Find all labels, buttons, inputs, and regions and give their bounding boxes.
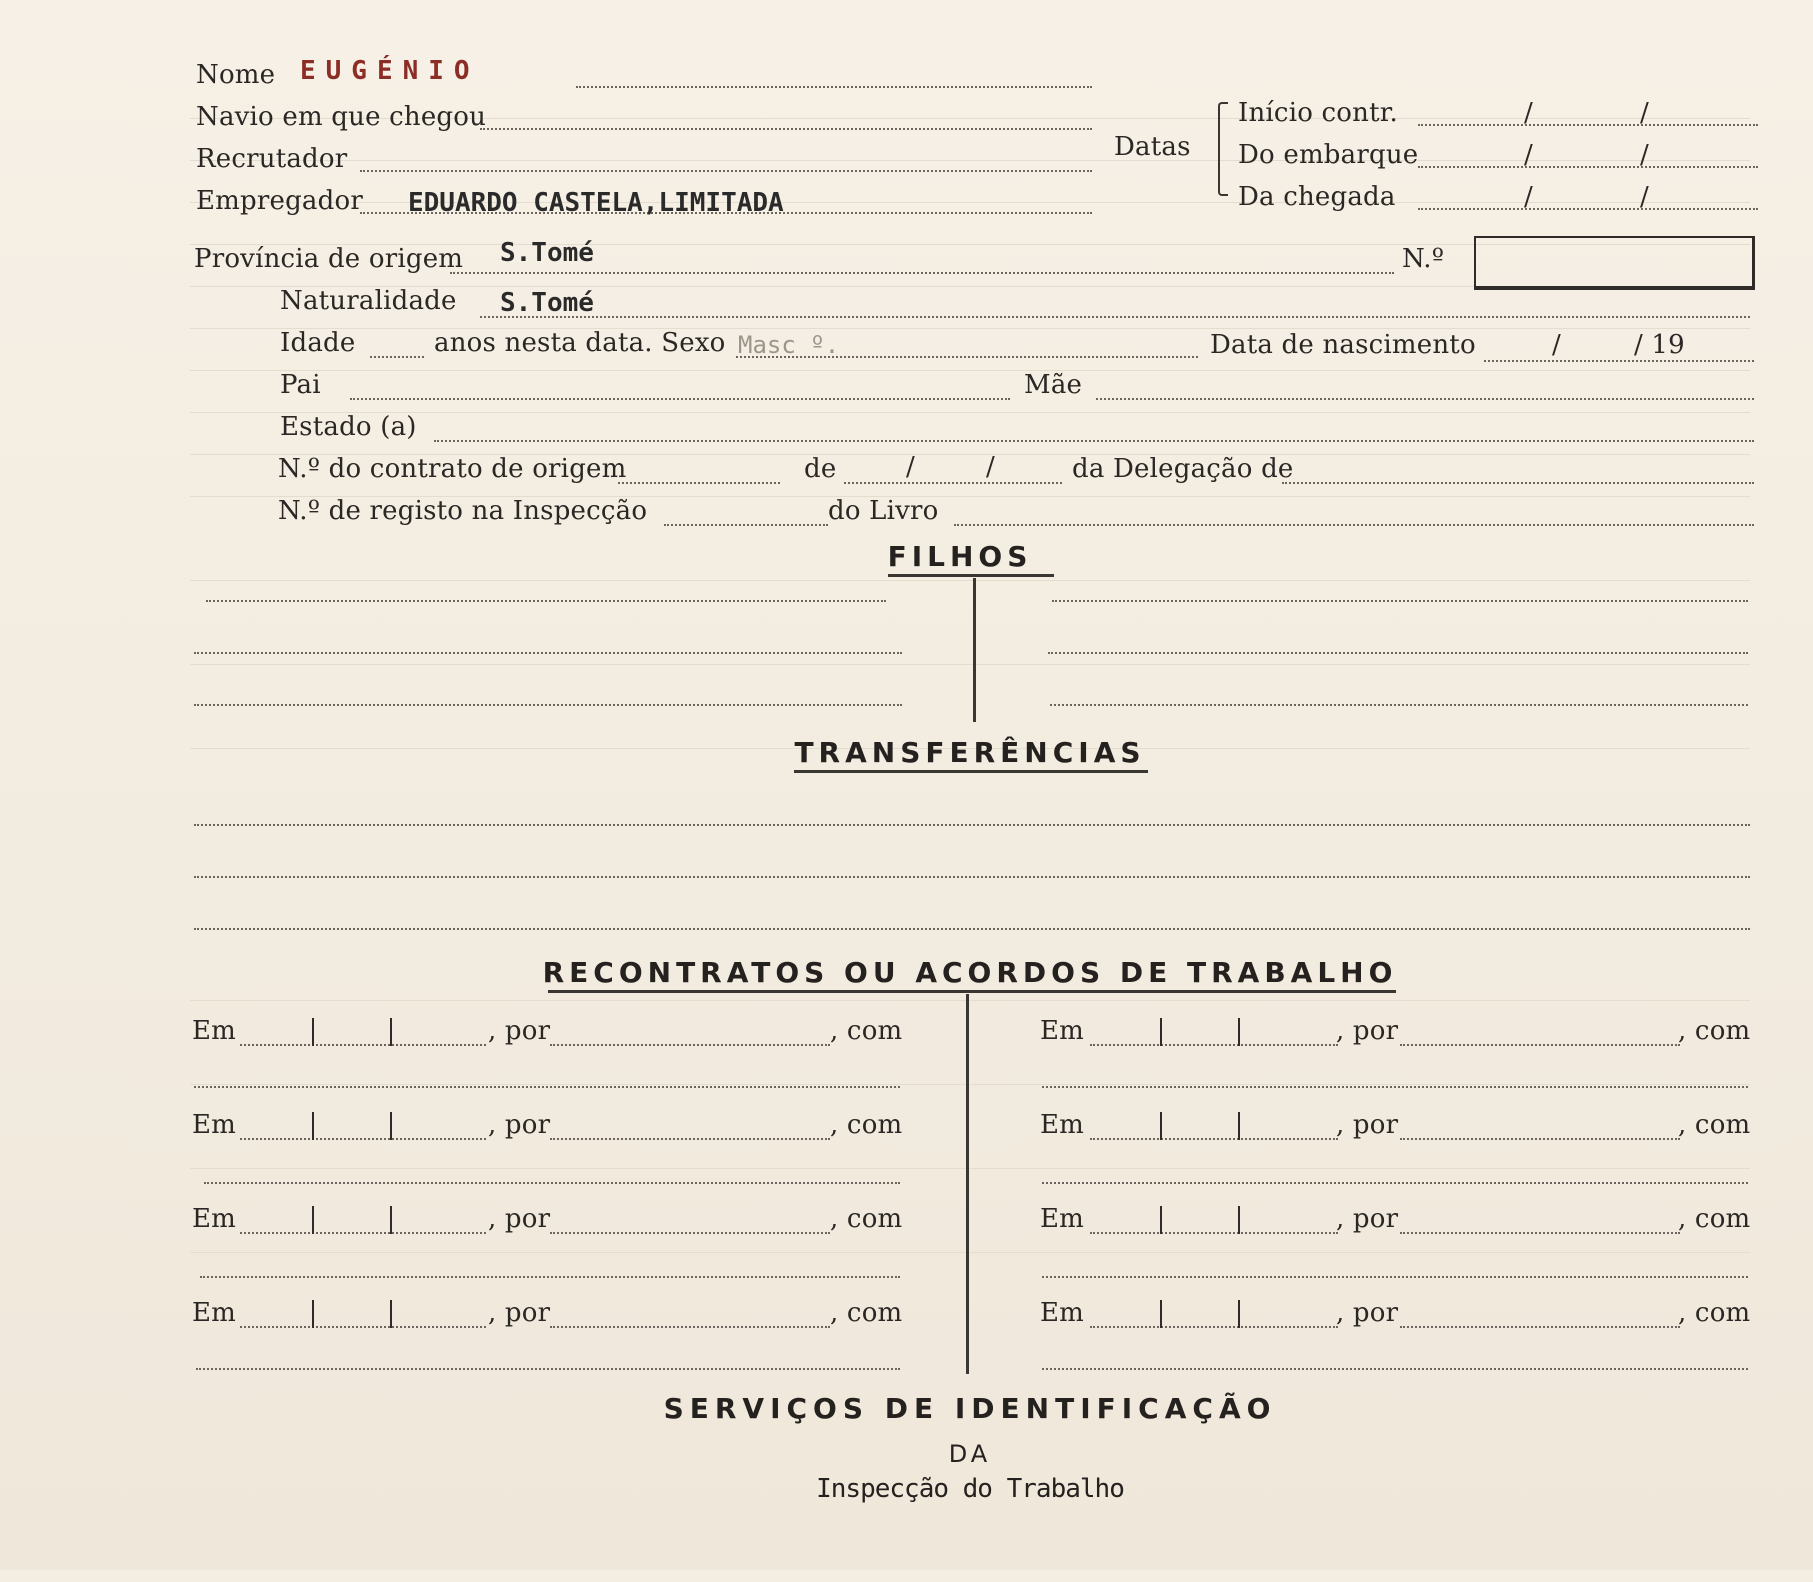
em-date-field[interactable] xyxy=(240,1326,486,1328)
nascimento-year: / 19 xyxy=(1634,330,1685,360)
ruled-line xyxy=(190,1000,1750,1001)
por-field[interactable] xyxy=(1400,1232,1680,1234)
ruled-line xyxy=(190,328,1750,329)
recontratos-divider xyxy=(966,994,969,1374)
ruled-line xyxy=(190,1168,1750,1169)
anos-sexo-label: anos nesta data. Sexo xyxy=(434,328,726,358)
ruled-line xyxy=(190,1252,1750,1253)
registo-label: N.º de registo na Inspecção xyxy=(278,496,648,526)
datas-label: Datas xyxy=(1114,132,1191,162)
date-separator xyxy=(1160,1300,1162,1328)
com-field[interactable] xyxy=(194,1086,900,1088)
em-date-field[interactable] xyxy=(1090,1232,1338,1234)
em-label: Em xyxy=(192,1298,237,1328)
estado-field[interactable] xyxy=(434,440,1754,442)
transferencia-line[interactable] xyxy=(194,876,1750,878)
numero-box[interactable] xyxy=(1474,236,1755,290)
date-separator xyxy=(390,1018,392,1046)
chegada-label: Da chegada xyxy=(1238,182,1396,212)
filhos-divider xyxy=(973,578,976,722)
livro-field[interactable] xyxy=(954,524,1754,526)
transferencia-line[interactable] xyxy=(194,928,1750,930)
date-separator xyxy=(1160,1206,1162,1234)
idade-label: Idade xyxy=(280,328,356,358)
naturalidade-value: S.Tomé xyxy=(500,288,594,318)
com-field[interactable] xyxy=(1042,1086,1748,1088)
sexo-field[interactable] xyxy=(736,356,1198,358)
nome-field[interactable] xyxy=(576,86,1092,88)
transferencias-heading: TRANSFERÊNCIAS xyxy=(794,736,1146,769)
ruled-line xyxy=(190,664,1750,665)
transferencias-underline xyxy=(794,770,1148,773)
em-label: Em xyxy=(192,1110,237,1140)
nascimento-field[interactable] xyxy=(1484,360,1754,362)
filho-line[interactable] xyxy=(206,600,886,602)
por-label: , por xyxy=(1336,1298,1399,1328)
em-date-field[interactable] xyxy=(1090,1326,1338,1328)
registo-field[interactable] xyxy=(664,524,828,526)
em-date-field[interactable] xyxy=(240,1232,486,1234)
date-separator xyxy=(1160,1018,1162,1046)
em-label: Em xyxy=(1040,1110,1085,1140)
date-separator xyxy=(390,1300,392,1328)
navio-field[interactable] xyxy=(480,128,1092,130)
filho-line[interactable] xyxy=(194,652,902,654)
mae-field[interactable] xyxy=(1096,398,1754,400)
nome-value: EUGÉNIO xyxy=(300,56,480,86)
date-slash: / xyxy=(1552,330,1561,360)
com-label: , com xyxy=(1678,1204,1751,1234)
ruled-line xyxy=(190,580,1750,581)
ruled-line xyxy=(190,1084,1750,1085)
pai-field[interactable] xyxy=(350,398,1010,400)
sexo-value: Masc º. xyxy=(738,331,840,359)
date-separator xyxy=(312,1206,314,1234)
por-field[interactable] xyxy=(550,1326,830,1328)
em-date-field[interactable] xyxy=(240,1138,486,1140)
embarque-label: Do embarque xyxy=(1238,140,1419,170)
filho-line[interactable] xyxy=(1050,704,1748,706)
contrato-label: N.º do contrato de origem xyxy=(278,454,627,484)
date-slash: / xyxy=(1524,140,1533,170)
date-separator xyxy=(1238,1018,1240,1046)
delegacao-label: da Delegação de xyxy=(1072,454,1294,484)
empregador-value: EDUARDO CASTELA,LIMITADA xyxy=(408,188,784,218)
date-slash: / xyxy=(1524,182,1533,212)
date-separator xyxy=(312,1018,314,1046)
em-label: Em xyxy=(1040,1298,1085,1328)
por-field[interactable] xyxy=(1400,1044,1680,1046)
por-label: , por xyxy=(1336,1016,1399,1046)
nome-label: Nome xyxy=(196,60,276,90)
com-field[interactable] xyxy=(1042,1368,1748,1370)
filho-line[interactable] xyxy=(194,704,902,706)
date-slash: / xyxy=(1640,182,1649,212)
recontratos-heading: RECONTRATOS OU ACORDOS DE TRABALHO xyxy=(542,956,1398,989)
por-field[interactable] xyxy=(550,1044,830,1046)
contrato-field[interactable] xyxy=(618,482,780,484)
date-separator xyxy=(1238,1206,1240,1234)
footer-title: SERVIÇOS DE IDENTIFICAÇÃO xyxy=(663,1392,1277,1425)
por-label: , por xyxy=(1336,1110,1399,1140)
por-label: , por xyxy=(1336,1204,1399,1234)
empregador-label: Empregador xyxy=(196,186,363,216)
filhos-underline xyxy=(888,574,1054,577)
por-field[interactable] xyxy=(550,1232,830,1234)
ruled-line xyxy=(190,412,1750,413)
com-label: , com xyxy=(830,1016,903,1046)
ruled-line xyxy=(190,370,1750,371)
footer-inspeccao: Inspecção do Trabalho xyxy=(816,1474,1124,1504)
com-label: , com xyxy=(1678,1298,1751,1328)
transferencia-line[interactable] xyxy=(194,824,1750,826)
com-field[interactable] xyxy=(1042,1276,1748,1278)
estado-label: Estado (a) xyxy=(280,412,417,442)
com-field[interactable] xyxy=(196,1368,900,1370)
filho-line[interactable] xyxy=(1052,600,1748,602)
idade-field[interactable] xyxy=(370,356,424,358)
em-date-field[interactable] xyxy=(1090,1044,1338,1046)
mae-label: Mãe xyxy=(1024,370,1083,400)
em-label: Em xyxy=(1040,1016,1085,1046)
filhos-heading: FILHOS xyxy=(887,540,1033,573)
com-field[interactable] xyxy=(200,1276,900,1278)
com-field[interactable] xyxy=(204,1182,900,1184)
date-separator xyxy=(1238,1300,1240,1328)
por-field[interactable] xyxy=(1400,1138,1680,1140)
por-label: , por xyxy=(488,1016,551,1046)
contrato-date-field[interactable] xyxy=(844,482,1062,484)
recrutador-field[interactable] xyxy=(360,170,1092,172)
nascimento-label: Data de nascimento xyxy=(1210,330,1476,360)
recontratos-underline xyxy=(548,990,1396,993)
provincia-field[interactable] xyxy=(450,272,1394,274)
com-field[interactable] xyxy=(1042,1182,1748,1184)
datas-brace xyxy=(1218,102,1228,196)
footer-da: DA xyxy=(948,1440,992,1468)
date-slash: / xyxy=(986,452,995,482)
por-label: , por xyxy=(488,1110,551,1140)
pai-label: Pai xyxy=(280,370,321,400)
date-separator xyxy=(390,1112,392,1140)
de-label: de xyxy=(804,454,837,484)
naturalidade-label: Naturalidade xyxy=(280,286,457,316)
por-field[interactable] xyxy=(1400,1326,1680,1328)
com-label: , com xyxy=(830,1110,903,1140)
date-separator xyxy=(1160,1112,1162,1140)
em-date-field[interactable] xyxy=(1090,1138,1338,1140)
date-slash: / xyxy=(1640,98,1649,128)
naturalidade-field[interactable] xyxy=(480,316,1750,318)
provincia-value: S.Tomé xyxy=(500,238,594,268)
date-slash: / xyxy=(1640,140,1649,170)
delegacao-field[interactable] xyxy=(1282,482,1754,484)
em-label: Em xyxy=(192,1204,237,1234)
em-label: Em xyxy=(192,1016,237,1046)
date-separator xyxy=(312,1112,314,1140)
livro-label: do Livro xyxy=(828,496,939,526)
por-field[interactable] xyxy=(550,1138,830,1140)
numero-label: N.º xyxy=(1402,244,1445,274)
date-slash: / xyxy=(1524,98,1533,128)
com-label: , com xyxy=(830,1298,903,1328)
por-label: , por xyxy=(488,1204,551,1234)
date-slash: / xyxy=(906,452,915,482)
com-label: , com xyxy=(1678,1016,1751,1046)
chegada-date-field[interactable] xyxy=(1418,208,1758,210)
provincia-label: Província de origem xyxy=(194,244,464,274)
recrutador-label: Recrutador xyxy=(196,144,348,174)
date-separator xyxy=(1238,1112,1240,1140)
inicio-label: Início contr. xyxy=(1238,98,1398,128)
inicio-date-field[interactable] xyxy=(1418,124,1758,126)
date-separator xyxy=(390,1206,392,1234)
filho-line[interactable] xyxy=(1048,652,1748,654)
embarque-date-field[interactable] xyxy=(1418,166,1758,168)
com-label: , com xyxy=(830,1204,903,1234)
com-label: , com xyxy=(1678,1110,1751,1140)
date-separator xyxy=(312,1300,314,1328)
em-label: Em xyxy=(1040,1204,1085,1234)
em-date-field[interactable] xyxy=(240,1044,486,1046)
por-label: , por xyxy=(488,1298,551,1328)
navio-label: Navio em que chegou xyxy=(196,102,487,132)
ruled-line xyxy=(190,160,1750,161)
